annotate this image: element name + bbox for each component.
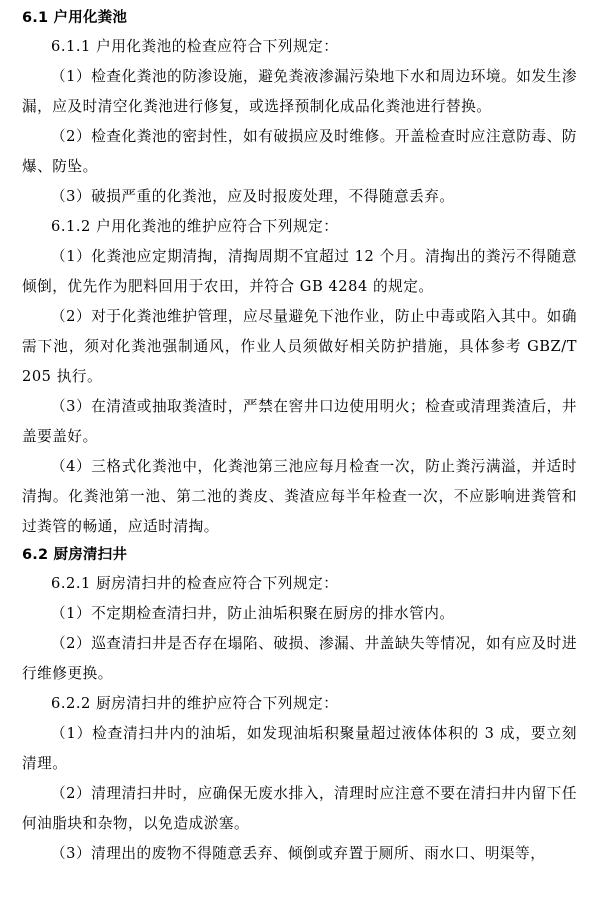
list-item: （1）不定期检查清扫井，防止油垢积聚在厨房的排水管内。: [51, 605, 455, 622]
list-item: （4）三格式化粪池中，化粪池第三池应每月检查一次，防止粪污满溢，并适时清掏。化粪池第一池、第二池的粪皮、粪渣应每半年检查一次，不应影响进粪管和过粪管的畅通，应适时清掏。: [22, 458, 577, 535]
list-item: （3）破损严重的化粪池，应及时报废处理，不得随意丢弃。: [51, 188, 455, 205]
list-item: （2）对于化粪池维护管理，应尽量避免下池作业，防止中毒或陷入其中。如确需下池，须对化粪池强制通风，作业人员须做好相关防护措施，具体参考 GBZ/T 205 执行。: [22, 308, 577, 385]
list-item: （1）检查清扫井内的油垢，如发现油垢积聚量超过液体体积的 3 成，要立刻清理。: [22, 725, 577, 772]
list-item: （1）化粪池应定期清掏，清掏周期不宜超过 12 个月。清掏出的粪污不得随意倾倒，优先作为肥料回用于农田，并符合 GB 4284 的规定。: [22, 248, 577, 295]
clause-6-1-2: 6.1.2 户用化粪池的维护应符合下列规定：: [51, 218, 339, 235]
list-item: （2）巡查清扫井是否存在塌陷、破损、渗漏、井盖缺失等情况，如有应及时进行维修更换。: [22, 635, 577, 682]
list-item: （3）清理出的废物不得随意丢弃、倾倒或弃置于厕所、雨水口、明渠等，: [51, 845, 546, 862]
list-item: （2）清理清扫井时，应确保无废水排入，清理时应注意不要在清扫井内留下任何油脂块和杂物，以免造成淤塞。: [22, 785, 577, 832]
section-heading-6-1: 6.1 户用化粪池: [22, 10, 128, 26]
list-item: （1）检查化粪池的防渗设施，避免粪液渗漏污染地下水和周边环境。如发生渗漏，应及时清空化粪池进行修复，或选择预制化成品化粪池进行替换。: [22, 68, 577, 115]
list-item: （3）在清渣或抽取粪渣时，严禁在窖井口边使用明火；检查或清理粪渣后，井盖要盖好。: [22, 398, 577, 445]
clause-6-1-1: 6.1.1 户用化粪池的检查应符合下列规定：: [51, 38, 339, 55]
clause-6-2-1: 6.2.1 厨房清扫井的检查应符合下列规定：: [51, 575, 339, 592]
list-item: （2）检查化粪池的密封性，如有破损应及时维修。开盖检查时应注意防毒、防爆、防坠。: [22, 128, 577, 175]
section-heading-6-2: 6.2 厨房清扫井: [22, 547, 128, 563]
clause-6-2-2: 6.2.2 厨房清扫井的维护应符合下列规定：: [51, 695, 339, 712]
